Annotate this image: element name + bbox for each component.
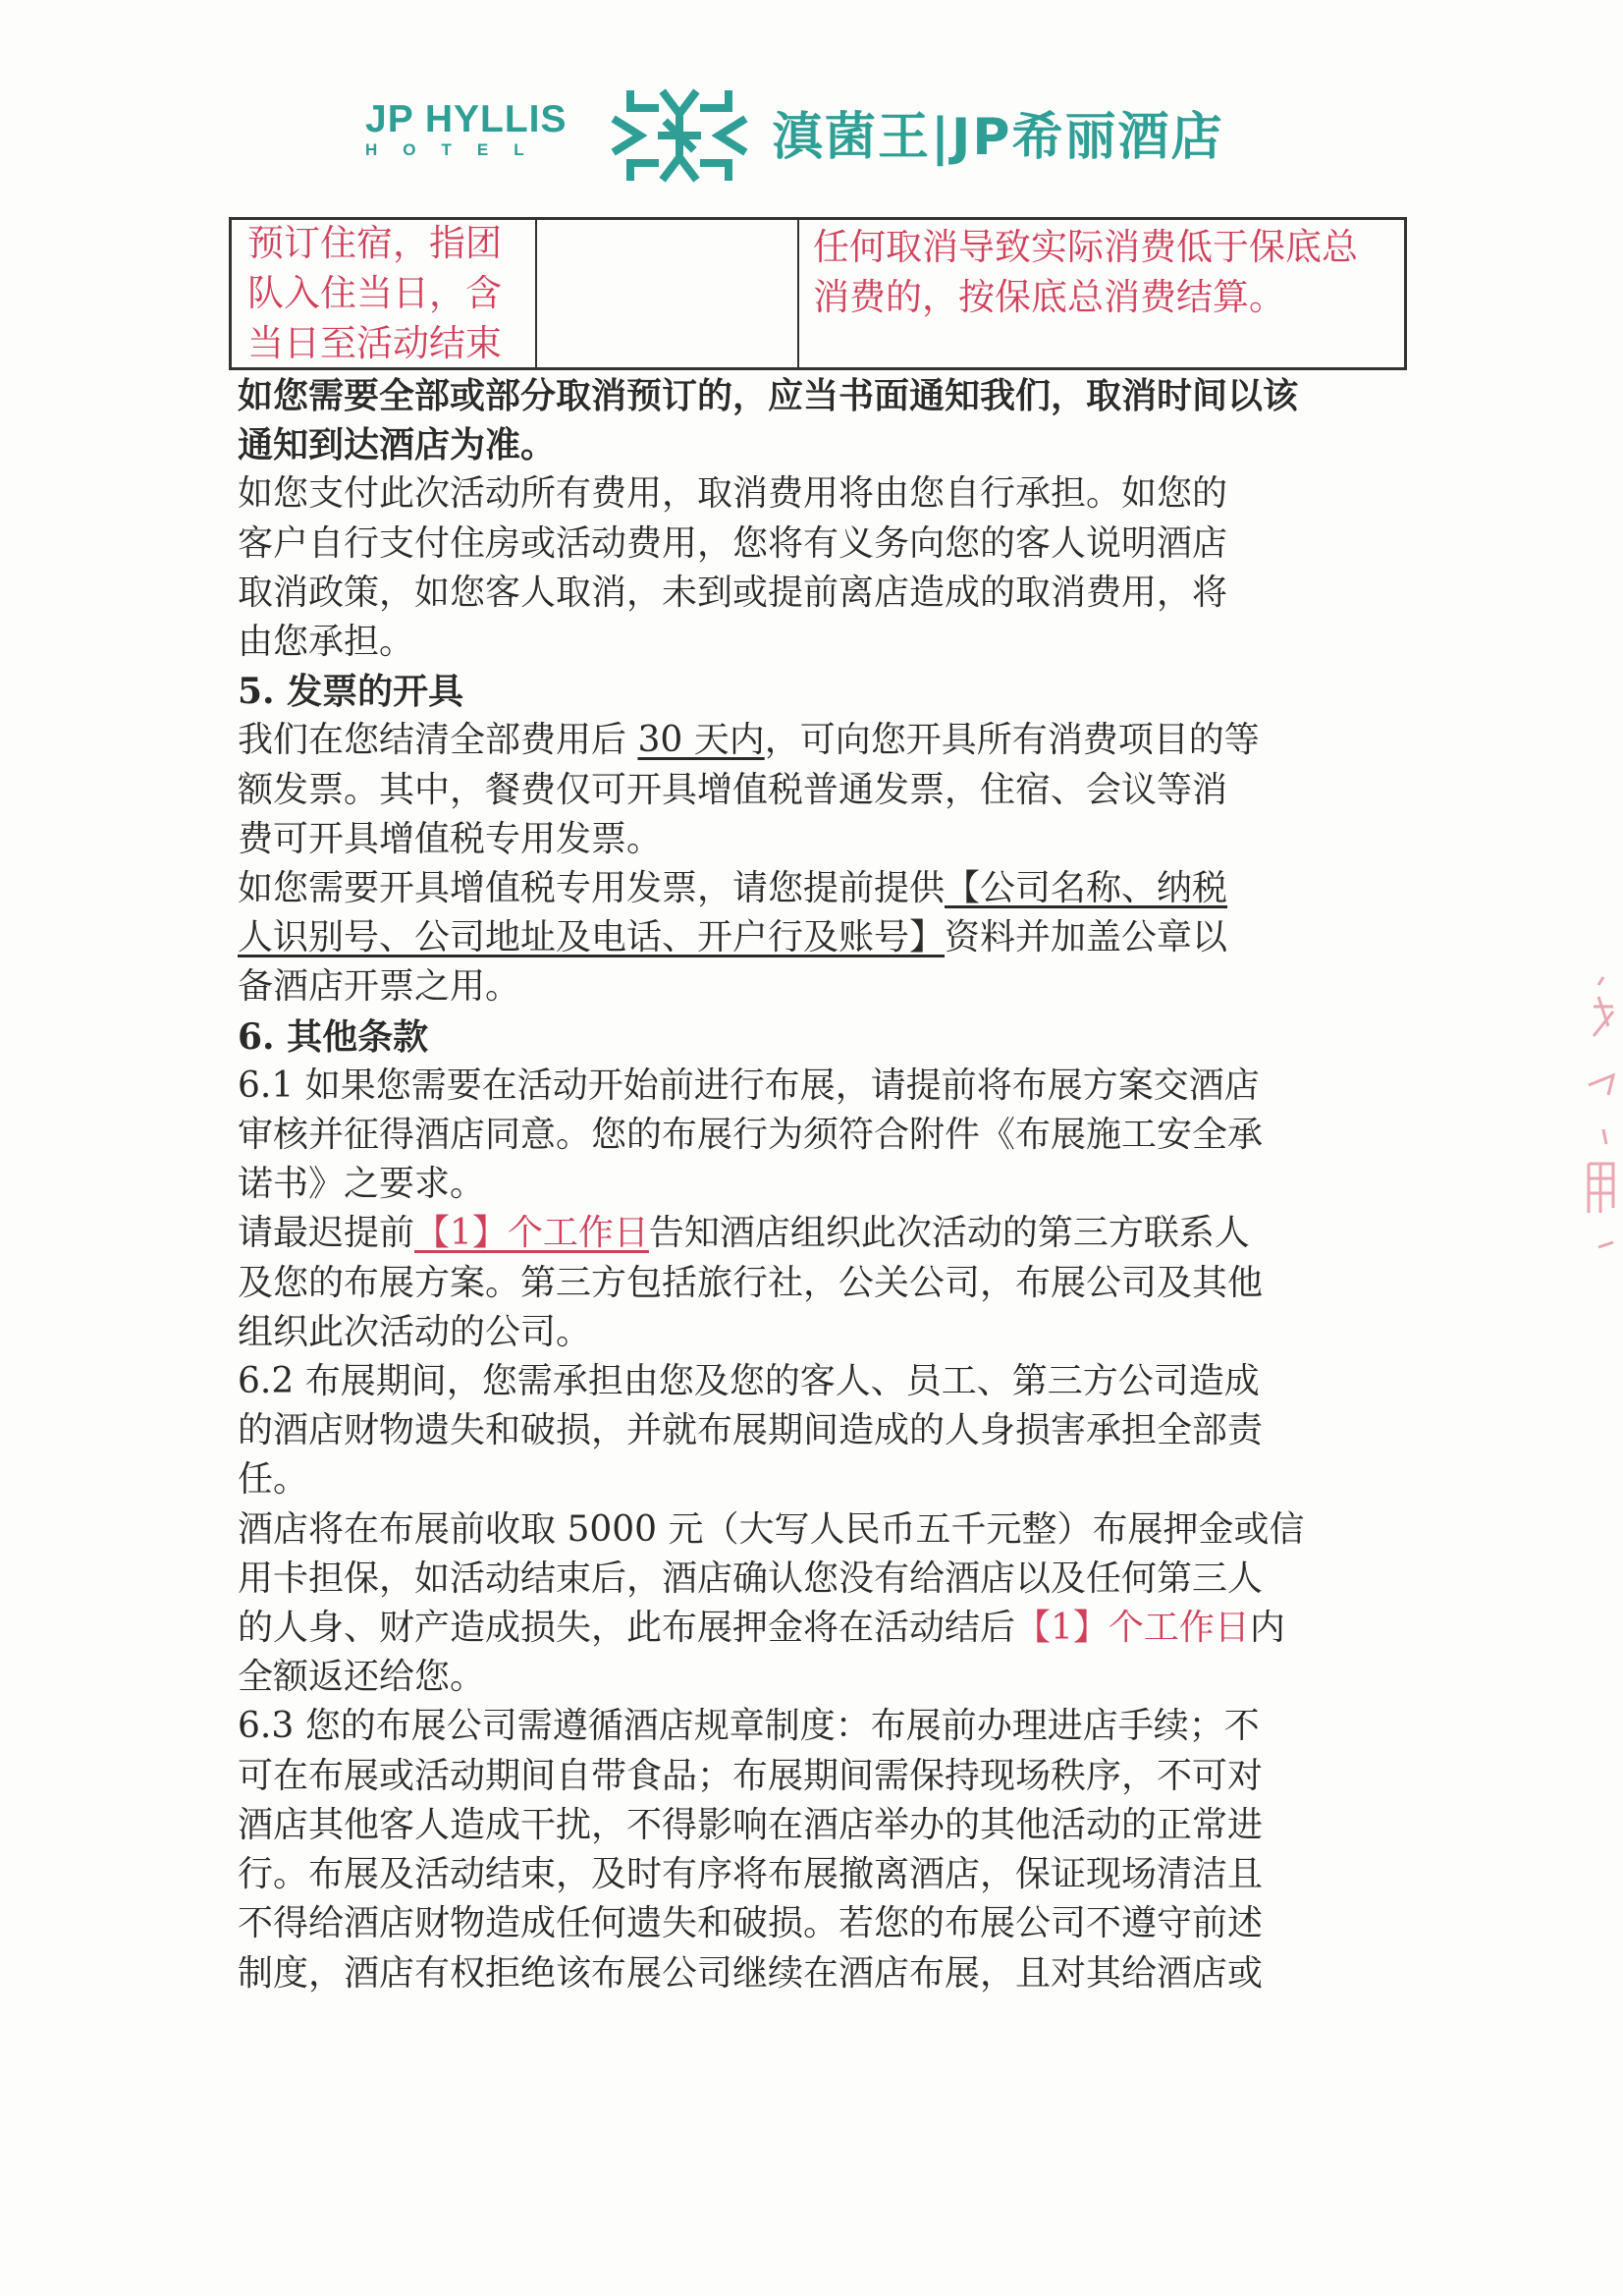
- clause-6-1-line: 审核并征得酒店同意。您的布展行为须符合附件《布展施工安全承: [238, 1115, 1264, 1156]
- clause-6-2-line: 任。: [238, 1459, 309, 1501]
- hotel-header: [365, 86, 1278, 185]
- vat-required-info: 人识别号、公司地址及电话、开户行及账号】: [238, 917, 946, 958]
- invoice-deadline: 30 天内: [637, 720, 765, 761]
- brand-logo-en: [365, 100, 568, 159]
- table-cell-line: 队入住当日，含: [247, 272, 502, 314]
- brand-name-cn: 滇菌王|JP希丽酒店: [772, 108, 1224, 167]
- cancel-pay-line: 客户自行支付住房或活动费用，您将有义务向您的客人说明酒店: [238, 522, 1228, 564]
- clause-6-3-line: 6.3 您的布展公司需遵循酒店规章制度：布展前办理进店手续；不: [238, 1706, 1260, 1747]
- section-5-heading: 5. 发票的开具: [238, 671, 464, 713]
- clause-6-3-line: 可在布展或活动期间自带食品；布展期间需保持现场秩序，不可对: [238, 1755, 1264, 1796]
- text-span: 我们在您结清全部费用后: [238, 720, 638, 761]
- cancel-pay-line: 取消政策，如您客人取消，未到或提前离店造成的取消费用，将: [238, 572, 1228, 613]
- seam-stamp-icon: [1579, 967, 1618, 1282]
- vat-line: [238, 864, 1426, 913]
- cancel-notice-line: 如您需要全部或部分取消预订的，应当书面通知我们，取消时间以该: [238, 375, 1299, 416]
- table-cell-line: 预订住宿，指团: [247, 222, 502, 264]
- text-span: 告知酒店组织此次活动的第三方联系人: [648, 1213, 1250, 1254]
- clause-6-3-line: 行。布展及活动结束，及时有序将布展撤离酒店，保证现场清洁且: [238, 1854, 1264, 1895]
- invoice-line: 额发票。其中，餐费仅可开具增值税普通发票，住宿、会议等消: [238, 769, 1228, 810]
- clause-6-3-line: 不得给酒店财物造成任何遗失和破损。若您的布展公司不遵守前述: [238, 1903, 1264, 1944]
- invoice-line: [238, 716, 1426, 765]
- notify-line: 及您的布展方案。第三方包括旅行社，公关公司，布展公司及其他: [238, 1262, 1264, 1303]
- section-6-heading: 6. 其他条款: [238, 1015, 429, 1058]
- text-span: 请最迟提前: [238, 1213, 415, 1254]
- vat-line: 备酒店开票之用。: [238, 966, 521, 1008]
- deposit-line: 全额返还给您。: [238, 1657, 486, 1698]
- cancel-notice-line: 通知到达酒店为准。: [238, 424, 557, 466]
- table-cell-rule: [799, 220, 1404, 367]
- deposit-line: 酒店将在布展前收取 5000 元（大写人民币五千元整）布展押金或信: [238, 1508, 1305, 1550]
- notify-days: 【1】个工作日: [414, 1213, 649, 1254]
- clause-6-2-line: 的酒店财物遗失和破损，并就布展期间造成的人身损害承担全部责: [238, 1410, 1264, 1451]
- text-span: 资料并加盖公章以: [945, 917, 1228, 958]
- cancel-pay-line: 由您承担。: [238, 622, 415, 663]
- clause-6-3-line: 酒店其他客人造成干扰，不得影响在酒店举办的其他活动的正常进: [238, 1804, 1264, 1845]
- vat-required-info: 【公司名称、纳税: [945, 868, 1228, 909]
- table-cell-line: 当日至活动结束: [247, 322, 502, 364]
- deposit-return-days: 【1】个工作日: [1015, 1608, 1250, 1649]
- text-span: 如您需要开具增值税专用发票，请您提前提供: [238, 868, 946, 909]
- table-cell-line: 消费的，按保底总消费结算。: [813, 276, 1285, 318]
- text-span: 内: [1249, 1608, 1285, 1649]
- hotel-emblem-icon: [611, 86, 748, 185]
- cancellation-policy-table: [229, 217, 1407, 370]
- clause-6-1-line: 6.1 如果您需要在活动开始前进行布展，请提前将布展方案交酒店: [238, 1065, 1260, 1106]
- clause-6-1-line: 诺书》之要求。: [238, 1164, 486, 1205]
- notify-line: [238, 1209, 1426, 1258]
- brand-name-en: JP HYLLIS: [365, 98, 568, 140]
- text-span: ，可向您开具所有消费项目的等: [764, 720, 1260, 761]
- table-cell-empty: [537, 220, 799, 367]
- table-cell-line: 任何取消导致实际消费低于保底总: [813, 226, 1358, 268]
- notify-line: 组织此次活动的公司。: [238, 1311, 592, 1352]
- brand-sub-en: HOTEL: [365, 140, 550, 159]
- deposit-line: 用卡担保，如活动结束后，酒店确认您没有给酒店以及任何第三人: [238, 1558, 1264, 1599]
- clause-6-3-line: 制度，酒店有权拒绝该布展公司继续在酒店布展，且对其给酒店或: [238, 1952, 1264, 1994]
- clause-6-2-line: 6.2 布展期间，您需承担由您及您的客人、员工、第三方公司造成: [238, 1361, 1260, 1402]
- deposit-line: [238, 1604, 1426, 1653]
- contract-body: [238, 371, 1426, 1998]
- invoice-line: 费可开具增值税专用发票。: [238, 818, 663, 859]
- cancel-pay-line: 如您支付此次活动所有费用，取消费用将由您自行承担。如您的: [238, 473, 1228, 515]
- text-span: 的人身、财产造成损失，此布展押金将在活动结后: [238, 1608, 1016, 1649]
- table-cell-period: [232, 220, 537, 367]
- vat-line: [238, 913, 1426, 962]
